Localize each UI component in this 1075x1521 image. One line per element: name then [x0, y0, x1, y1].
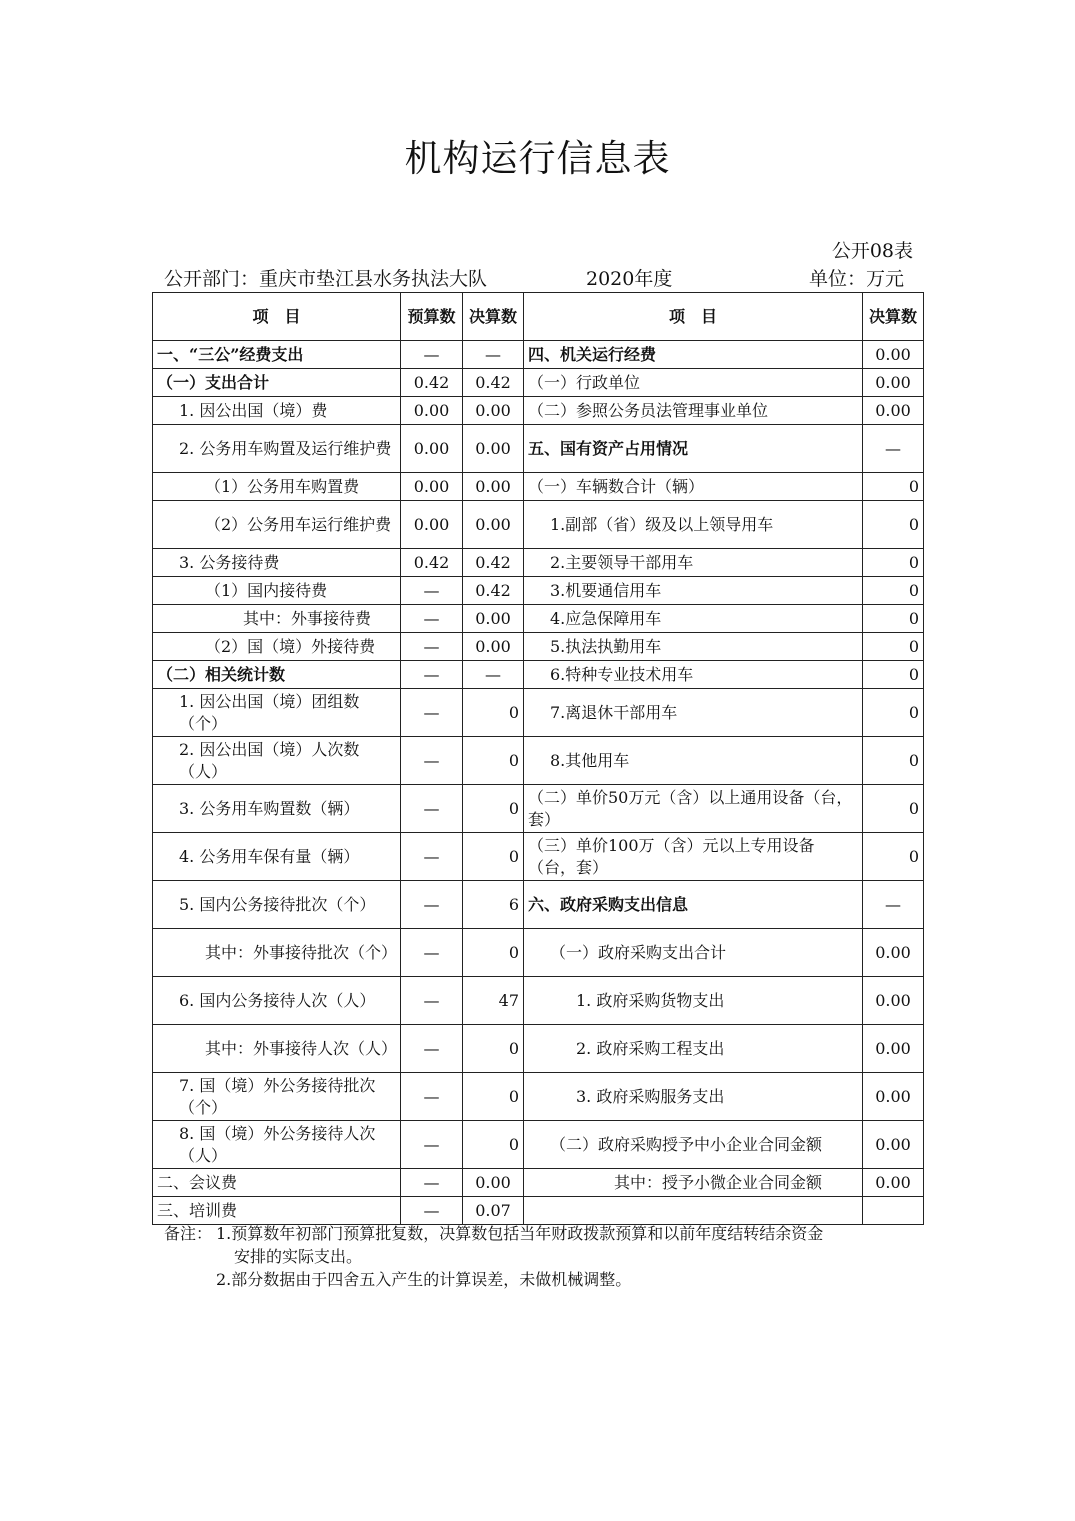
row-final: 0.00	[463, 1169, 524, 1197]
row-final-right: 0	[863, 737, 924, 785]
row-budget: —	[401, 785, 463, 833]
row-final: 0.42	[463, 577, 524, 605]
row-budget: —	[401, 881, 463, 929]
note-1: 1.预算数年初部门预算批复数，决算数包括当年财政拨款预算和以前年度结转结余资金	[216, 1224, 824, 1243]
row-item-right: （二）参照公务员法管理事业单位	[524, 397, 863, 425]
row-item: 其中：外事接待批次（个）	[153, 929, 401, 977]
row-item: （1）公务用车购置费	[153, 473, 401, 501]
row-final-right: 0	[863, 661, 924, 689]
row-budget: —	[401, 341, 463, 369]
row-final: 0	[463, 785, 524, 833]
notes	[164, 1222, 914, 1291]
row-item-right: （三）单价100万（含）元以上专用设备（台，套）	[524, 833, 863, 881]
table-row	[153, 1025, 924, 1073]
row-item-right: （二）单价50万元（含）以上通用设备（台，套）	[524, 785, 863, 833]
row-item-right: （二）政府采购授予中小企业合同金额	[524, 1121, 863, 1169]
row-item-right: 3.机要通信用车	[524, 577, 863, 605]
row-item-right: （一）政府采购支出合计	[524, 929, 863, 977]
row-item: 2. 因公出国（境）人次数（人）	[153, 737, 401, 785]
row-final: 6	[463, 881, 524, 929]
table-row	[153, 689, 924, 737]
form-number: 公开08表	[831, 240, 913, 262]
row-final-right: 0.00	[863, 1169, 924, 1197]
row-item: （一）支出合计	[153, 369, 401, 397]
row-final-right: 0.00	[863, 977, 924, 1025]
note-2: 2.部分数据由于四舍五入产生的计算误差，未做机械调整。	[216, 1270, 632, 1289]
row-final: 0	[463, 833, 524, 881]
row-item: 6. 国内公务接待人次（人）	[153, 977, 401, 1025]
row-final: 0	[463, 1025, 524, 1073]
table-row	[153, 577, 924, 605]
row-final: 0.00	[463, 501, 524, 549]
row-item-right	[524, 1197, 863, 1225]
row-final-right	[863, 1197, 924, 1225]
row-final-right: 0	[863, 605, 924, 633]
table-row	[153, 977, 924, 1025]
note-1-continued: 安排的实际支出。	[234, 1247, 363, 1266]
row-final-right: 0	[863, 785, 924, 833]
table-row	[153, 833, 924, 881]
row-budget: 0.00	[401, 425, 463, 473]
row-final: 0	[463, 1121, 524, 1169]
row-item-right: 1. 政府采购货物支出	[524, 977, 863, 1025]
row-budget: —	[401, 1169, 463, 1197]
row-item: 2. 公务用车购置及运行维护费	[153, 425, 401, 473]
row-budget: —	[401, 737, 463, 785]
row-final-right: —	[863, 881, 924, 929]
header-item-right: 项 目	[524, 293, 863, 341]
table-row	[153, 1121, 924, 1169]
row-budget: —	[401, 1073, 463, 1121]
row-item: 二、会议费	[153, 1169, 401, 1197]
notes-lead: 备注：	[164, 1224, 213, 1243]
row-final-right: 0	[863, 689, 924, 737]
row-final-right: 0	[863, 549, 924, 577]
row-final: 0	[463, 737, 524, 785]
row-item: 5. 国内公务接待批次（个）	[153, 881, 401, 929]
row-final-right: 0	[863, 833, 924, 881]
row-item-right: 六、政府采购支出信息	[524, 881, 863, 929]
info-table	[152, 292, 924, 1225]
row-item-right: 4.应急保障用车	[524, 605, 863, 633]
row-item: 一、“三公”经费支出	[153, 341, 401, 369]
header-final-right: 决算数	[863, 293, 924, 341]
row-final-right: 0.00	[863, 1073, 924, 1121]
row-budget: —	[401, 977, 463, 1025]
row-final-right: 0.00	[863, 929, 924, 977]
header-item: 项 目	[153, 293, 401, 341]
row-final: 0.00	[463, 633, 524, 661]
row-item-right: （一）车辆数合计（辆）	[524, 473, 863, 501]
row-final-right: 0.00	[863, 1025, 924, 1073]
row-final: 0.07	[463, 1197, 524, 1225]
table-row	[153, 661, 924, 689]
row-final: 0.42	[463, 369, 524, 397]
row-budget: —	[401, 1121, 463, 1169]
row-item-right: 其中：授予小微企业合同金额	[524, 1169, 863, 1197]
row-item: 其中：外事接待费	[153, 605, 401, 633]
table-row	[153, 929, 924, 977]
header-budget: 预算数	[401, 293, 463, 341]
row-final: 0	[463, 929, 524, 977]
row-budget: —	[401, 929, 463, 977]
header-final: 决算数	[463, 293, 524, 341]
table-row	[153, 737, 924, 785]
row-item: 7. 国（境）外公务接待批次（个）	[153, 1073, 401, 1121]
row-item: 1. 因公出国（境）费	[153, 397, 401, 425]
table-row	[153, 1169, 924, 1197]
row-final: 0.00	[463, 397, 524, 425]
table-row	[153, 549, 924, 577]
row-budget: 0.00	[401, 473, 463, 501]
meta-line	[164, 264, 904, 290]
row-item: （二）相关统计数	[153, 661, 401, 689]
row-final: 0.00	[463, 605, 524, 633]
row-item: （1）国内接待费	[153, 577, 401, 605]
row-final-right: 0.00	[863, 341, 924, 369]
row-budget: 0.42	[401, 369, 463, 397]
row-item: （2）公务用车运行维护费	[153, 501, 401, 549]
table-row	[153, 369, 924, 397]
row-item: （2）国（境）外接待费	[153, 633, 401, 661]
table-row	[153, 501, 924, 549]
row-item-right: 3. 政府采购服务支出	[524, 1073, 863, 1121]
table-row	[153, 397, 924, 425]
row-final: —	[463, 341, 524, 369]
row-final-right: 0	[863, 633, 924, 661]
table-row	[153, 1197, 924, 1225]
row-final: —	[463, 661, 524, 689]
row-item-right: 8.其他用车	[524, 737, 863, 785]
row-item-right: 2. 政府采购工程支出	[524, 1025, 863, 1073]
row-item-right: 1.副部（省）级及以上领导用车	[524, 501, 863, 549]
row-budget: —	[401, 661, 463, 689]
row-item: 8. 国（境）外公务接待人次（人）	[153, 1121, 401, 1169]
row-final: 47	[463, 977, 524, 1025]
row-final-right: 0.00	[863, 369, 924, 397]
department-label: 公开部门：重庆市垫江县水务执法大队	[164, 268, 488, 290]
row-item-right: 5.执法执勤用车	[524, 633, 863, 661]
row-item-right: （一）行政单位	[524, 369, 863, 397]
row-item: 三、培训费	[153, 1197, 401, 1225]
row-budget: 0.00	[401, 397, 463, 425]
row-budget: —	[401, 1025, 463, 1073]
row-budget: 0.42	[401, 549, 463, 577]
row-item-right: 四、机关运行经费	[524, 341, 863, 369]
year-label: 2020年度	[586, 268, 673, 290]
row-budget: —	[401, 689, 463, 737]
table-row	[153, 473, 924, 501]
row-final: 0.00	[463, 425, 524, 473]
row-budget: —	[401, 1197, 463, 1225]
row-final: 0	[463, 689, 524, 737]
table-row	[153, 785, 924, 833]
row-item-right: 7.离退休干部用车	[524, 689, 863, 737]
row-budget: —	[401, 633, 463, 661]
row-final-right: 0.00	[863, 1121, 924, 1169]
row-budget: —	[401, 605, 463, 633]
table-row	[153, 633, 924, 661]
table-row	[153, 605, 924, 633]
table-header-row	[153, 293, 924, 341]
row-budget: —	[401, 833, 463, 881]
row-final-right: 0	[863, 577, 924, 605]
row-final: 0	[463, 1073, 524, 1121]
row-final-right: —	[863, 425, 924, 473]
table-row	[153, 425, 924, 473]
unit-label: 单位：万元	[808, 268, 904, 290]
table-row	[153, 341, 924, 369]
row-final: 0.00	[463, 473, 524, 501]
row-final-right: 0	[863, 473, 924, 501]
row-final-right: 0.00	[863, 397, 924, 425]
row-budget: 0.00	[401, 501, 463, 549]
row-item: 其中：外事接待人次（人）	[153, 1025, 401, 1073]
row-final-right: 0	[863, 501, 924, 549]
page-title: 机构运行信息表	[404, 137, 671, 180]
row-item: 3. 公务接待费	[153, 549, 401, 577]
row-item: 4. 公务用车保有量（辆）	[153, 833, 401, 881]
row-budget: —	[401, 577, 463, 605]
table-row	[153, 1073, 924, 1121]
row-item-right: 五、国有资产占用情况	[524, 425, 863, 473]
row-item-right: 2.主要领导干部用车	[524, 549, 863, 577]
row-item: 1. 因公出国（境）团组数（个）	[153, 689, 401, 737]
row-final: 0.42	[463, 549, 524, 577]
table-row	[153, 881, 924, 929]
row-item-right: 6.特种专业技术用车	[524, 661, 863, 689]
row-item: 3. 公务用车购置数（辆）	[153, 785, 401, 833]
